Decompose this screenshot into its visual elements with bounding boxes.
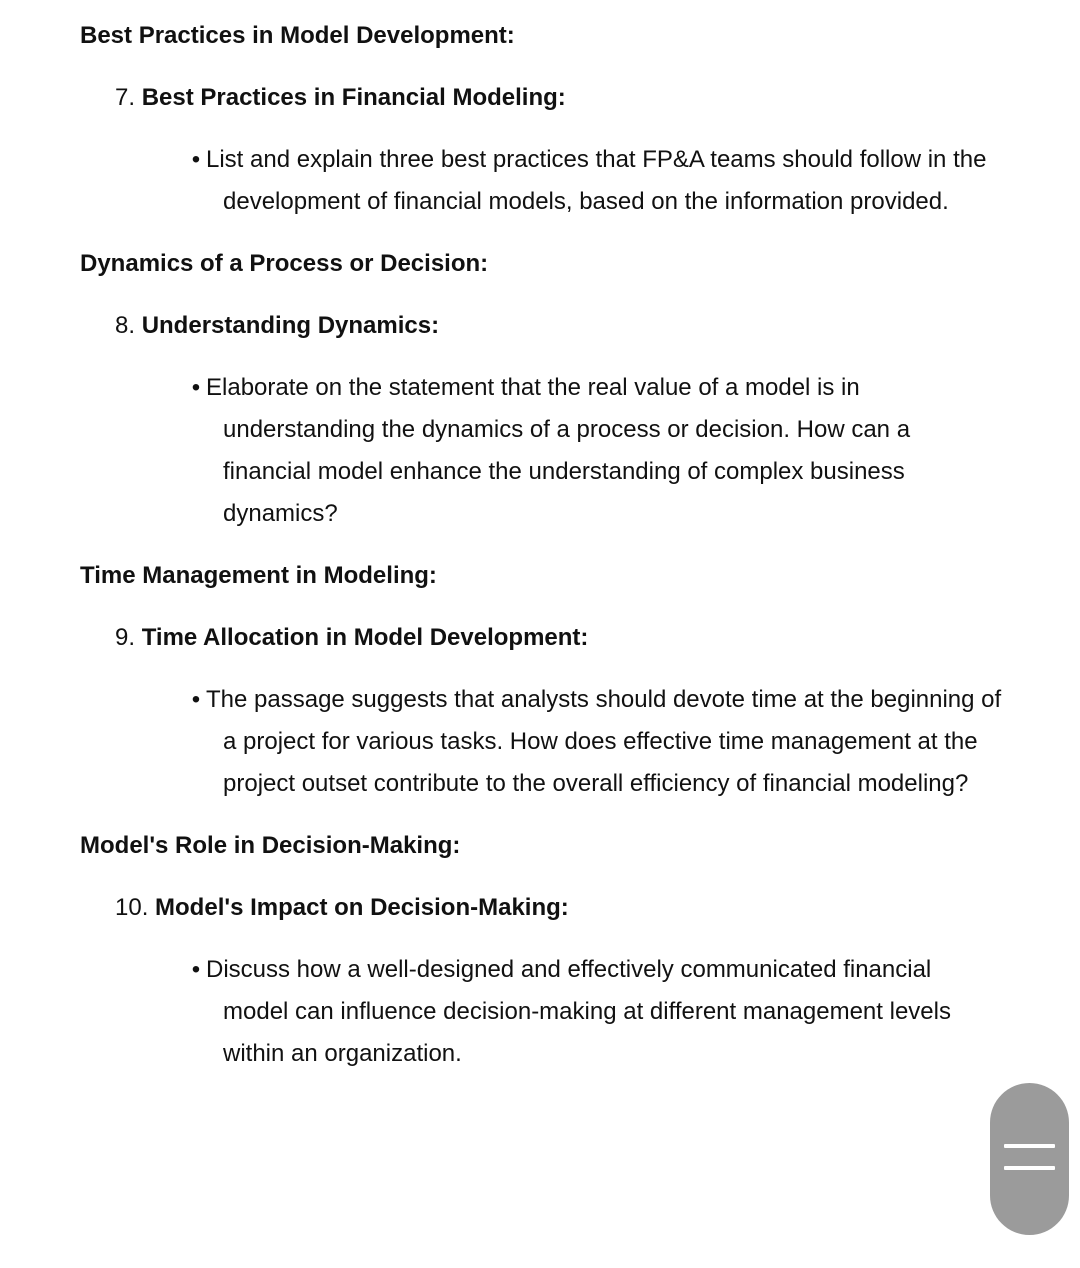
bullet-icon: • [191, 374, 201, 401]
scroll-handle[interactable] [990, 1083, 1069, 1235]
section [80, 825, 1020, 1095]
numbered-item [115, 305, 1020, 367]
item-title: Time Allocation in Model Development: [141, 624, 589, 651]
section-heading: Time Management in Modeling: [80, 562, 437, 589]
section [80, 555, 1020, 825]
item-number: 9. [115, 624, 142, 651]
document-body [80, 15, 1020, 1095]
section [80, 15, 1020, 243]
item-title: Understanding Dynamics: [141, 312, 440, 339]
numbered-item [115, 617, 1020, 679]
bullet-item [186, 367, 1003, 555]
drag-handle-icon [1004, 1144, 1055, 1148]
bullet-item [186, 139, 1003, 243]
numbered-item [115, 887, 1020, 949]
bullet-text: Discuss how a well-designed and effectively communicated financial model can influence decision-making at different management levels within an organization. [206, 956, 951, 1067]
item-number: 10. [115, 894, 156, 921]
bullet-icon: • [191, 956, 201, 983]
bullet-text: Elaborate on the statement that the real value of a model is in understanding the dynamics of a process or decision. How can a financial model enhance the understanding of complex business dynamics? [206, 374, 911, 527]
bullet-icon: • [191, 686, 201, 713]
section [80, 243, 1020, 555]
bullet-item [186, 949, 1003, 1095]
bullet-item [186, 679, 1003, 825]
section-heading: Model's Role in Decision-Making: [80, 832, 461, 859]
item-number: 8. [115, 312, 142, 339]
item-title: Best Practices in Financial Modeling: [141, 84, 566, 111]
bullet-text: List and explain three best practices that FP&A teams should follow in the development of financial models, based on the information provided. [206, 146, 987, 215]
item-number: 7. [115, 84, 142, 111]
bullet-text: The passage suggests that analysts should devote time at the beginning of a project for various tasks. How does effective time management at the project outset contribute to the overall efficiency of financial modeling? [206, 686, 1002, 797]
numbered-item [115, 77, 1020, 139]
item-title: Model's Impact on Decision-Making: [155, 894, 569, 921]
section-heading: Best Practices in Model Development: [80, 22, 515, 49]
bullet-icon: • [191, 146, 201, 173]
section-heading: Dynamics of a Process or Decision: [80, 250, 489, 277]
drag-handle-icon [1004, 1166, 1055, 1170]
